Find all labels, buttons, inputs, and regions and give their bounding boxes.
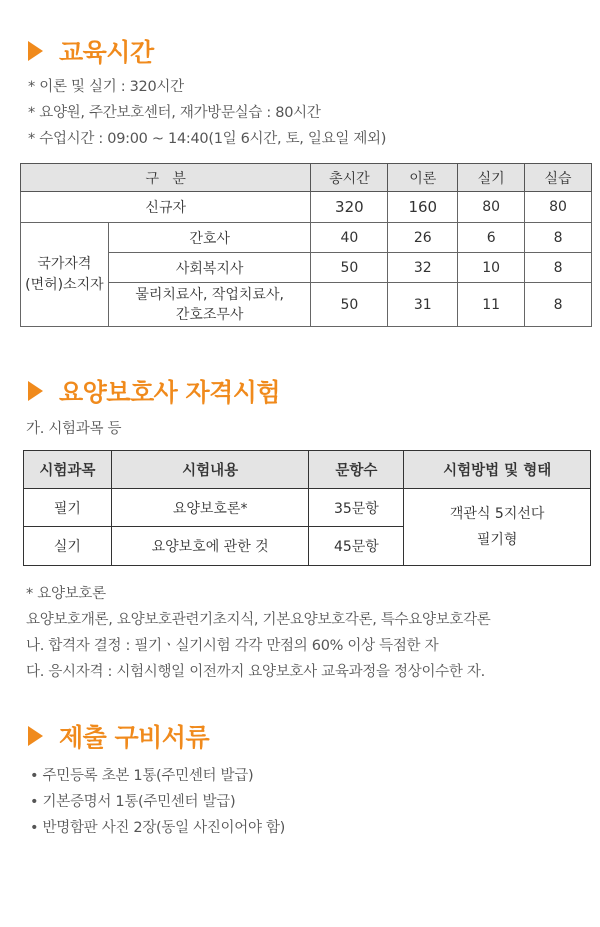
note-line: 나. 합격자 결정 : 필기ㆍ실기시험 각각 만점의 60% 이상 득점한 자	[26, 638, 439, 654]
table-cell: 32	[388, 253, 458, 283]
table-cell: 320	[311, 192, 388, 223]
triangle-bullet-icon	[28, 381, 43, 401]
table-cell: 35문항	[309, 489, 404, 527]
row-label: 사회복지사	[108, 253, 311, 283]
method-line: 객관식 5지선다	[449, 506, 545, 522]
section-heading-education-hours	[28, 33, 154, 69]
sub-heading: 가. 시험과목 등	[26, 421, 122, 437]
note-line: 다. 응시자격 : 시험시행일 이전까지 요양보호사 교육과정을 정상이수한 자.	[26, 664, 485, 680]
info-line: * 이론 및 실기 : 320시간	[28, 79, 184, 95]
header-cell: 시험방법 및 형태	[404, 451, 591, 489]
section-heading-documents	[28, 718, 209, 754]
table-cell: 6	[458, 223, 525, 253]
header-cell: 실습	[525, 164, 592, 192]
note-line: 요양보호개론, 요양보호관련기초지식, 기본요양보호각론, 특수요양보호각론	[26, 612, 491, 628]
header-cell: 실기	[458, 164, 525, 192]
table-cell: 26	[388, 223, 458, 253]
document-item: • 기본증명서 1통(주민센터 발급)	[30, 794, 236, 810]
table-cell: 필기	[24, 489, 112, 527]
table-cell: 50	[311, 253, 388, 283]
table-cell: 10	[458, 253, 525, 283]
table-cell: 45문항	[309, 527, 404, 566]
row-label: 신규자	[21, 192, 311, 223]
header-cell: 시험과목	[24, 451, 112, 489]
info-line: * 요양원, 주간보호센터, 재가방문실습 : 80시간	[28, 105, 321, 121]
document-item: • 반명함판 사진 2장(동일 사진이어야 함)	[30, 820, 286, 836]
table-cell: 실기	[24, 527, 112, 566]
table-row	[21, 192, 592, 223]
section-heading-exam	[28, 373, 280, 409]
method-cell	[404, 489, 591, 566]
info-line: * 수업시간 : 09:00 ~ 14:40(1일 6시간, 토, 일요일 제외)	[28, 131, 387, 147]
table-cell: 8	[525, 253, 592, 283]
exam-subjects-table	[23, 450, 591, 566]
education-hours-table	[20, 163, 592, 327]
table-row	[21, 223, 592, 253]
header-cell: 시험내용	[111, 451, 309, 489]
table-cell: 8	[525, 283, 592, 327]
table-cell: 요양보호에 관한 것	[111, 527, 309, 566]
table-cell: 요양보호론*	[111, 489, 309, 527]
header-cell: 문항수	[309, 451, 404, 489]
table-header-row	[21, 164, 592, 192]
header-cell: 총시간	[311, 164, 388, 192]
table-header-row	[24, 451, 591, 489]
note-line: * 요양보호론	[26, 586, 106, 602]
header-cell: 이론	[388, 164, 458, 192]
table-row	[24, 489, 591, 527]
triangle-bullet-icon	[28, 726, 43, 746]
section-title: 교육시간	[59, 38, 154, 67]
group-label-line: (면허)소지자	[25, 276, 104, 293]
table-cell: 160	[388, 192, 458, 223]
group-label-line: 국가자격	[37, 255, 92, 272]
table-cell: 8	[525, 223, 592, 253]
method-line: 필기형	[476, 532, 518, 548]
table-cell: 40	[311, 223, 388, 253]
group-label	[21, 223, 109, 327]
row-label: 간호사	[108, 223, 311, 253]
table-cell: 11	[458, 283, 525, 327]
row-label	[108, 283, 311, 327]
document-item: • 주민등록 초본 1통(주민센터 발급)	[30, 768, 254, 784]
section-title: 요양보호사 자격시험	[59, 378, 281, 407]
table-cell: 80	[525, 192, 592, 223]
triangle-bullet-icon	[28, 41, 43, 61]
row-label-line: 물리치료사, 작업치료사,	[135, 286, 284, 303]
header-cell: 구 분	[21, 164, 311, 192]
section-title: 제출 구비서류	[59, 723, 210, 752]
table-cell: 80	[458, 192, 525, 223]
row-label-line: 간호조무사	[175, 306, 244, 323]
table-cell: 31	[388, 283, 458, 327]
table-cell: 50	[311, 283, 388, 327]
